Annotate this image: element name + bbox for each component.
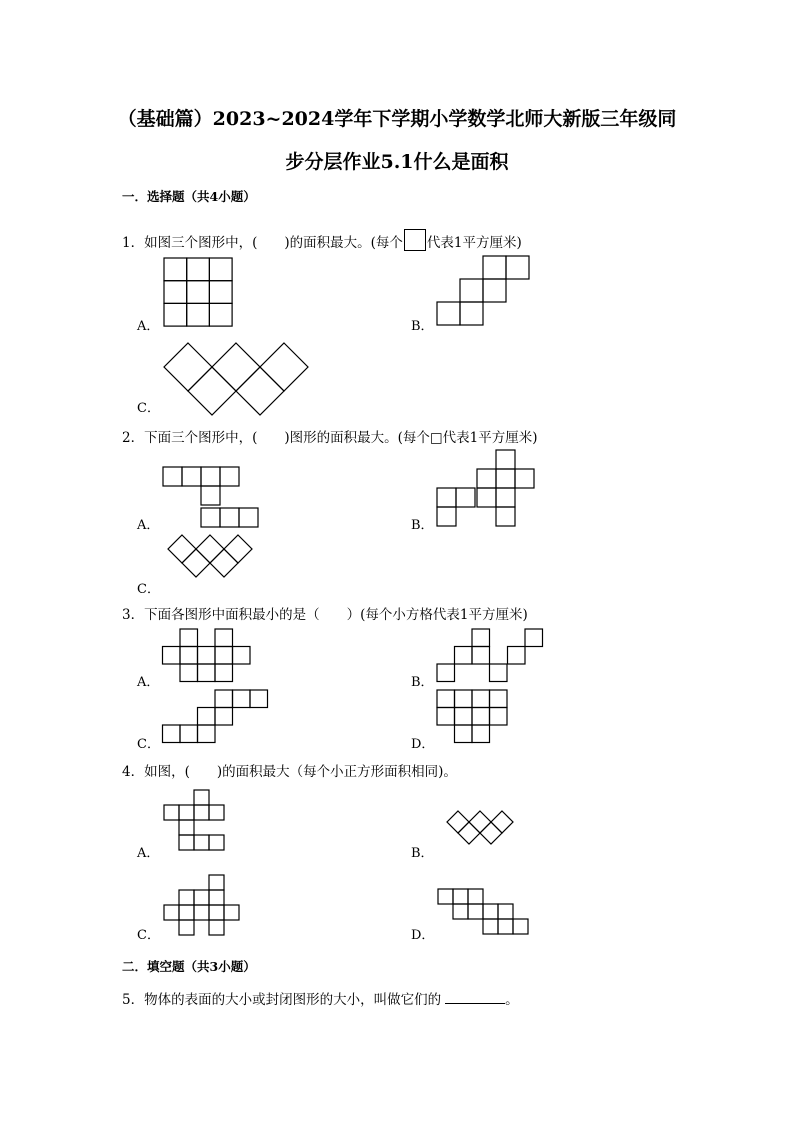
q1-option-a-label: A． xyxy=(137,319,160,334)
section-fill-heading: 二．填空题（共3小题） xyxy=(122,959,256,974)
question-5-text xyxy=(122,988,519,1008)
q1-option-c-label: C． xyxy=(137,401,160,416)
q2-option-a-label: A． xyxy=(137,518,160,533)
question-2-text: 2．下面三个图形中，( )图形的面积最大。(每个□代表1平方厘米) xyxy=(122,430,538,446)
title-line-2: 步分层作业5.1什么是面积 xyxy=(285,151,509,173)
q3-option-d-label: D． xyxy=(411,737,435,752)
question-4-text: 4．如图，( )的面积最大（每个小正方形面积相同)。 xyxy=(122,764,457,780)
question-3-text: 3．下面各图形中面积最小的是（ ）(每个小方格代表1平方厘米) xyxy=(122,607,528,623)
q3-option-a-label: A． xyxy=(137,675,160,690)
answer-blank[interactable] xyxy=(445,991,505,1004)
q4-option-c-label: C． xyxy=(137,928,160,943)
q4-option-d-label: D． xyxy=(411,928,435,943)
q3-option-c-label: C． xyxy=(137,737,160,752)
q2-option-b-label: B． xyxy=(411,518,434,533)
question-1-suffix: 代表1平方厘米) xyxy=(426,235,522,251)
q3-option-b-label: B． xyxy=(411,675,434,690)
section-choice-heading: 一．选择题（共4小题） xyxy=(122,189,256,204)
question-1-prefix: 1．如图三个图形中，( )的面积最大。(每个 xyxy=(122,235,403,251)
q2-option-c-label: C． xyxy=(137,582,160,597)
question-5-suffix: 。 xyxy=(505,992,519,1008)
q1-option-b-label: B． xyxy=(411,319,434,334)
q4-option-a-label: A． xyxy=(137,846,160,861)
title-line-1: （基础篇）2023~2024学年下学期小学数学北师大新版三年级同 xyxy=(117,108,677,130)
q4-option-b-label: B． xyxy=(411,846,434,861)
question-5-prefix: 5．物体的表面的大小或封闭图形的大小，叫做它们的 xyxy=(122,992,442,1008)
